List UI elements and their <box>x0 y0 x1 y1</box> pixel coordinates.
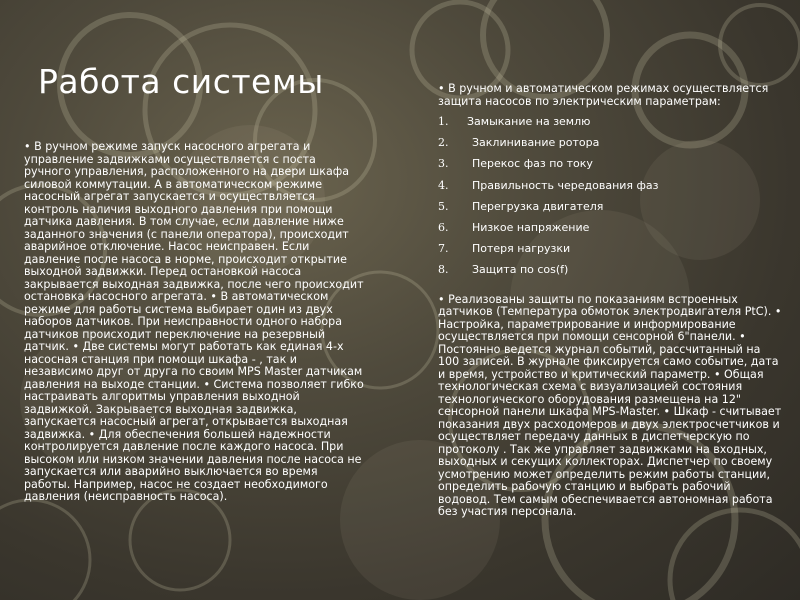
list-item <box>438 158 783 179</box>
list-item-label: Потеря нагрузки <box>472 242 571 256</box>
list-item-number: 7. <box>438 242 449 256</box>
right-column <box>438 83 783 519</box>
list-item <box>438 243 783 264</box>
list-item-label: Заклинивание ротора <box>472 136 600 150</box>
protections-list <box>438 116 783 286</box>
list-item <box>438 264 783 285</box>
list-item-label: Низкое напряжение <box>472 220 590 234</box>
list-item-number: 4. <box>438 178 449 192</box>
slide-title: Работа системы <box>38 62 324 101</box>
list-item-number: 1. <box>438 115 449 128</box>
left-paragraph: • В ручном режиме запуск насосного агрегата и управление задвижками осуществляется с поста ручного управления, расположенного на двери шкафа силовой коммутации. А в автоматическом режиме насосный агрегат запускается и осуществляется контроль наличия выходного давления при помощи датчика давления. В том случае, если давление ниже заданного значения (с панели оператора), происходит аварийное отключение. Насос неисправен. Если давление после насоса в норме, происходит открытие выходной задвижки. Перед остановкой насоса закрывается выходная задвижка, после чего происходит остановка насосного агрегата. • В автоматическом режиме для работы система выбирает один из двух наборов датчиков. При неисправности одного набора датчиков происходит переключение на резервный датчик. • Две системы могут работать как единая 4-х насосная станция при помощи шкафа - , так и независимо друг от друга по своим MPS Master датчикам давления на выходе станции. • Система позволяет гибко настраивать алгоритмы управления выходной задвижкой. Закрывается выходная задвижка, запускается насосный агрегат, открывается выходная задвижка. • Для обеспечения большей надежности контролируется давление после каждого насоса. При высоком или низком значении давления после насоса не запускается или аварийно выключается во время работы. Например, насос не создает необходимого давления (неисправность насоса). <box>24 140 364 503</box>
list-item-label: Защита по cos(f) <box>472 263 569 277</box>
list-item-number: 5. <box>438 199 449 213</box>
right-paragraph: • Реализованы защиты по показаниям встроенных датчиков (Температура обмоток электродвигателя PtC). • Настройка, параметрирование и информирование осуществляется при помощи сенсорной 6"панели. • Постоянно ведется журнал событий, рассчитанный на 100 записей. В журнале фиксируется само событие, дата и время, устройство и критический параметр. • Общая технологическая схема с визуализацией состояния технологического оборудования размещена на 12" сенсорной панели шкафа MPS-Master. • Шкаф - считывает показания двух расходомеров и двух электросчетчиков и осуществляет передачу данных в диспетчерскую по протоколу . Так же управляет задвижками на входных, выходных и секущих коллекторах. Диспетчер по своему усмотрению может определить режим работы станции, определить рабочую станцию и выбрать рабочий водовод. Тем самым обеспечивается автономная работа без участия персонала. <box>438 292 782 518</box>
list-item <box>438 222 783 243</box>
list-item-number: 8. <box>438 263 449 277</box>
list-item-number: 6. <box>438 220 449 234</box>
list-item-label: Перекос фаз по току <box>472 157 593 171</box>
list-item-number: 3. <box>438 157 449 171</box>
list-item <box>438 137 783 158</box>
list-item-label: Правильность чередования фаз <box>472 178 659 192</box>
left-column <box>24 141 364 504</box>
list-item-label: Перегрузка двигателя <box>472 199 604 213</box>
list-item-label: Замыкание на землю <box>467 115 591 128</box>
list-item <box>438 180 783 201</box>
right-intro: • В ручном и автоматическом режимах осуществляется защита насосов по электрическим параметрам: <box>438 82 769 108</box>
list-item <box>438 116 783 137</box>
list-item-number: 2. <box>438 136 449 150</box>
list-item <box>438 201 783 222</box>
